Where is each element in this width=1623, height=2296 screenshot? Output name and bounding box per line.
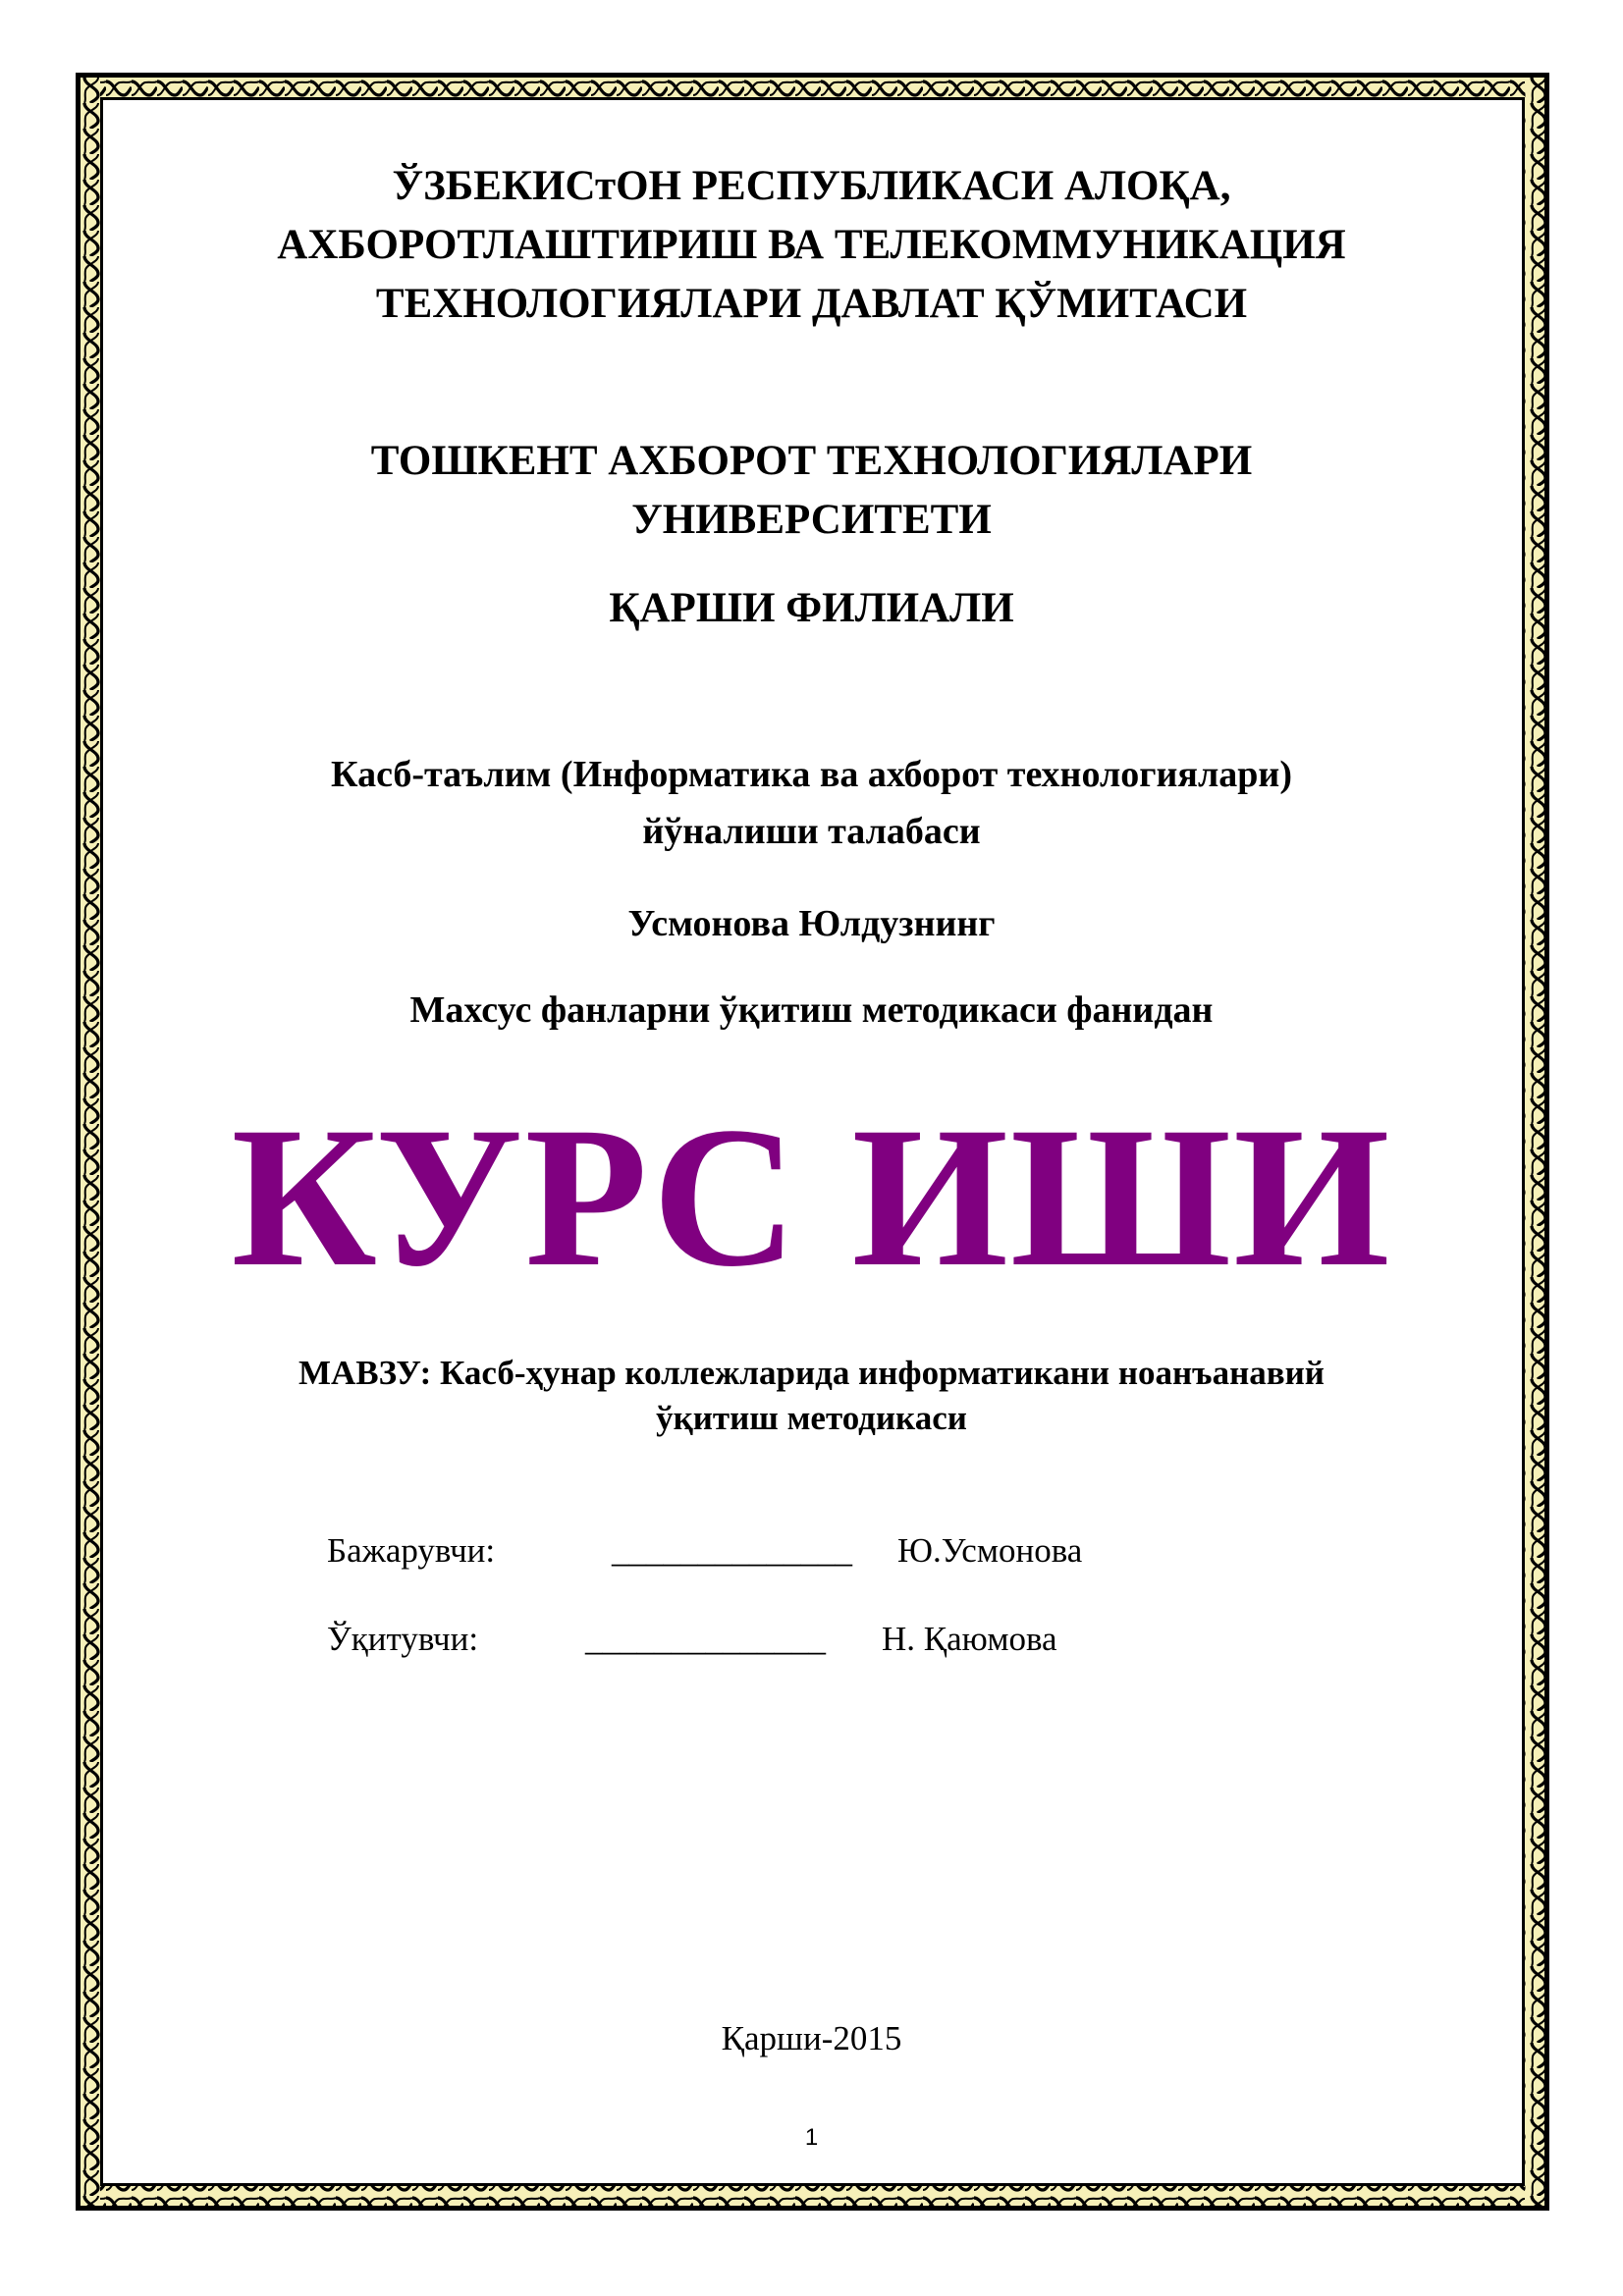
university-line: УНИВЕРСИТЕТИ: [631, 497, 992, 543]
teacher-name: Н. Қаюмова: [882, 1620, 1057, 1658]
city-year: Қарши-2015: [721, 2019, 902, 2057]
teacher-signature-line: ______________: [585, 1620, 826, 1658]
topic-heading: [128, 1351, 1495, 1441]
page-number: 1: [804, 2124, 819, 2151]
student-name: Усмонова Юлдузнинг: [627, 903, 996, 944]
performer-label: Бажарувчи:: [327, 1531, 496, 1570]
performer-signature-line: ______________: [612, 1531, 852, 1570]
direction-line: йўналиши талабаси: [642, 811, 981, 852]
branch-heading: ҚАРШИ ФИЛИАЛИ: [609, 585, 1014, 631]
ministry-line: АХБОРОТЛАШТИРИШ ВА ТЕЛЕКОММУНИКАЦИЯ: [277, 222, 1346, 268]
study-direction: [128, 746, 1495, 860]
university-heading: [128, 432, 1495, 550]
topic-line: МАВЗУ: Касб-ҳунар коллежларида информатикани ноанъанавий: [298, 1354, 1325, 1392]
topic-line: ўқитиш методикаси: [656, 1399, 967, 1437]
teacher-label: Ўқитувчи:: [327, 1620, 479, 1658]
direction-line: Касб-таълим (Информатика ва ахборот технологиялари): [331, 754, 1292, 795]
performer-name: Ю.Усмонова: [897, 1531, 1083, 1570]
ministry-line: ТЕХНОЛОГИЯЛАРИ ДАВЛАТ ҚЎМИТАСИ: [375, 281, 1248, 327]
subject-line: Махсус фанларни ўқитиш методикаси фанидан: [409, 989, 1214, 1031]
university-line: ТОШКЕНТ АХБОРОТ ТЕХНОЛОГИЯЛАРИ: [370, 438, 1253, 484]
ministry-heading: [128, 157, 1495, 334]
ministry-line: ЎЗБЕКИСтОН РЕСПУБЛИКАСИ АЛОҚА,: [392, 163, 1231, 209]
work-title: КУРС ИШИ: [231, 1086, 1392, 1308]
